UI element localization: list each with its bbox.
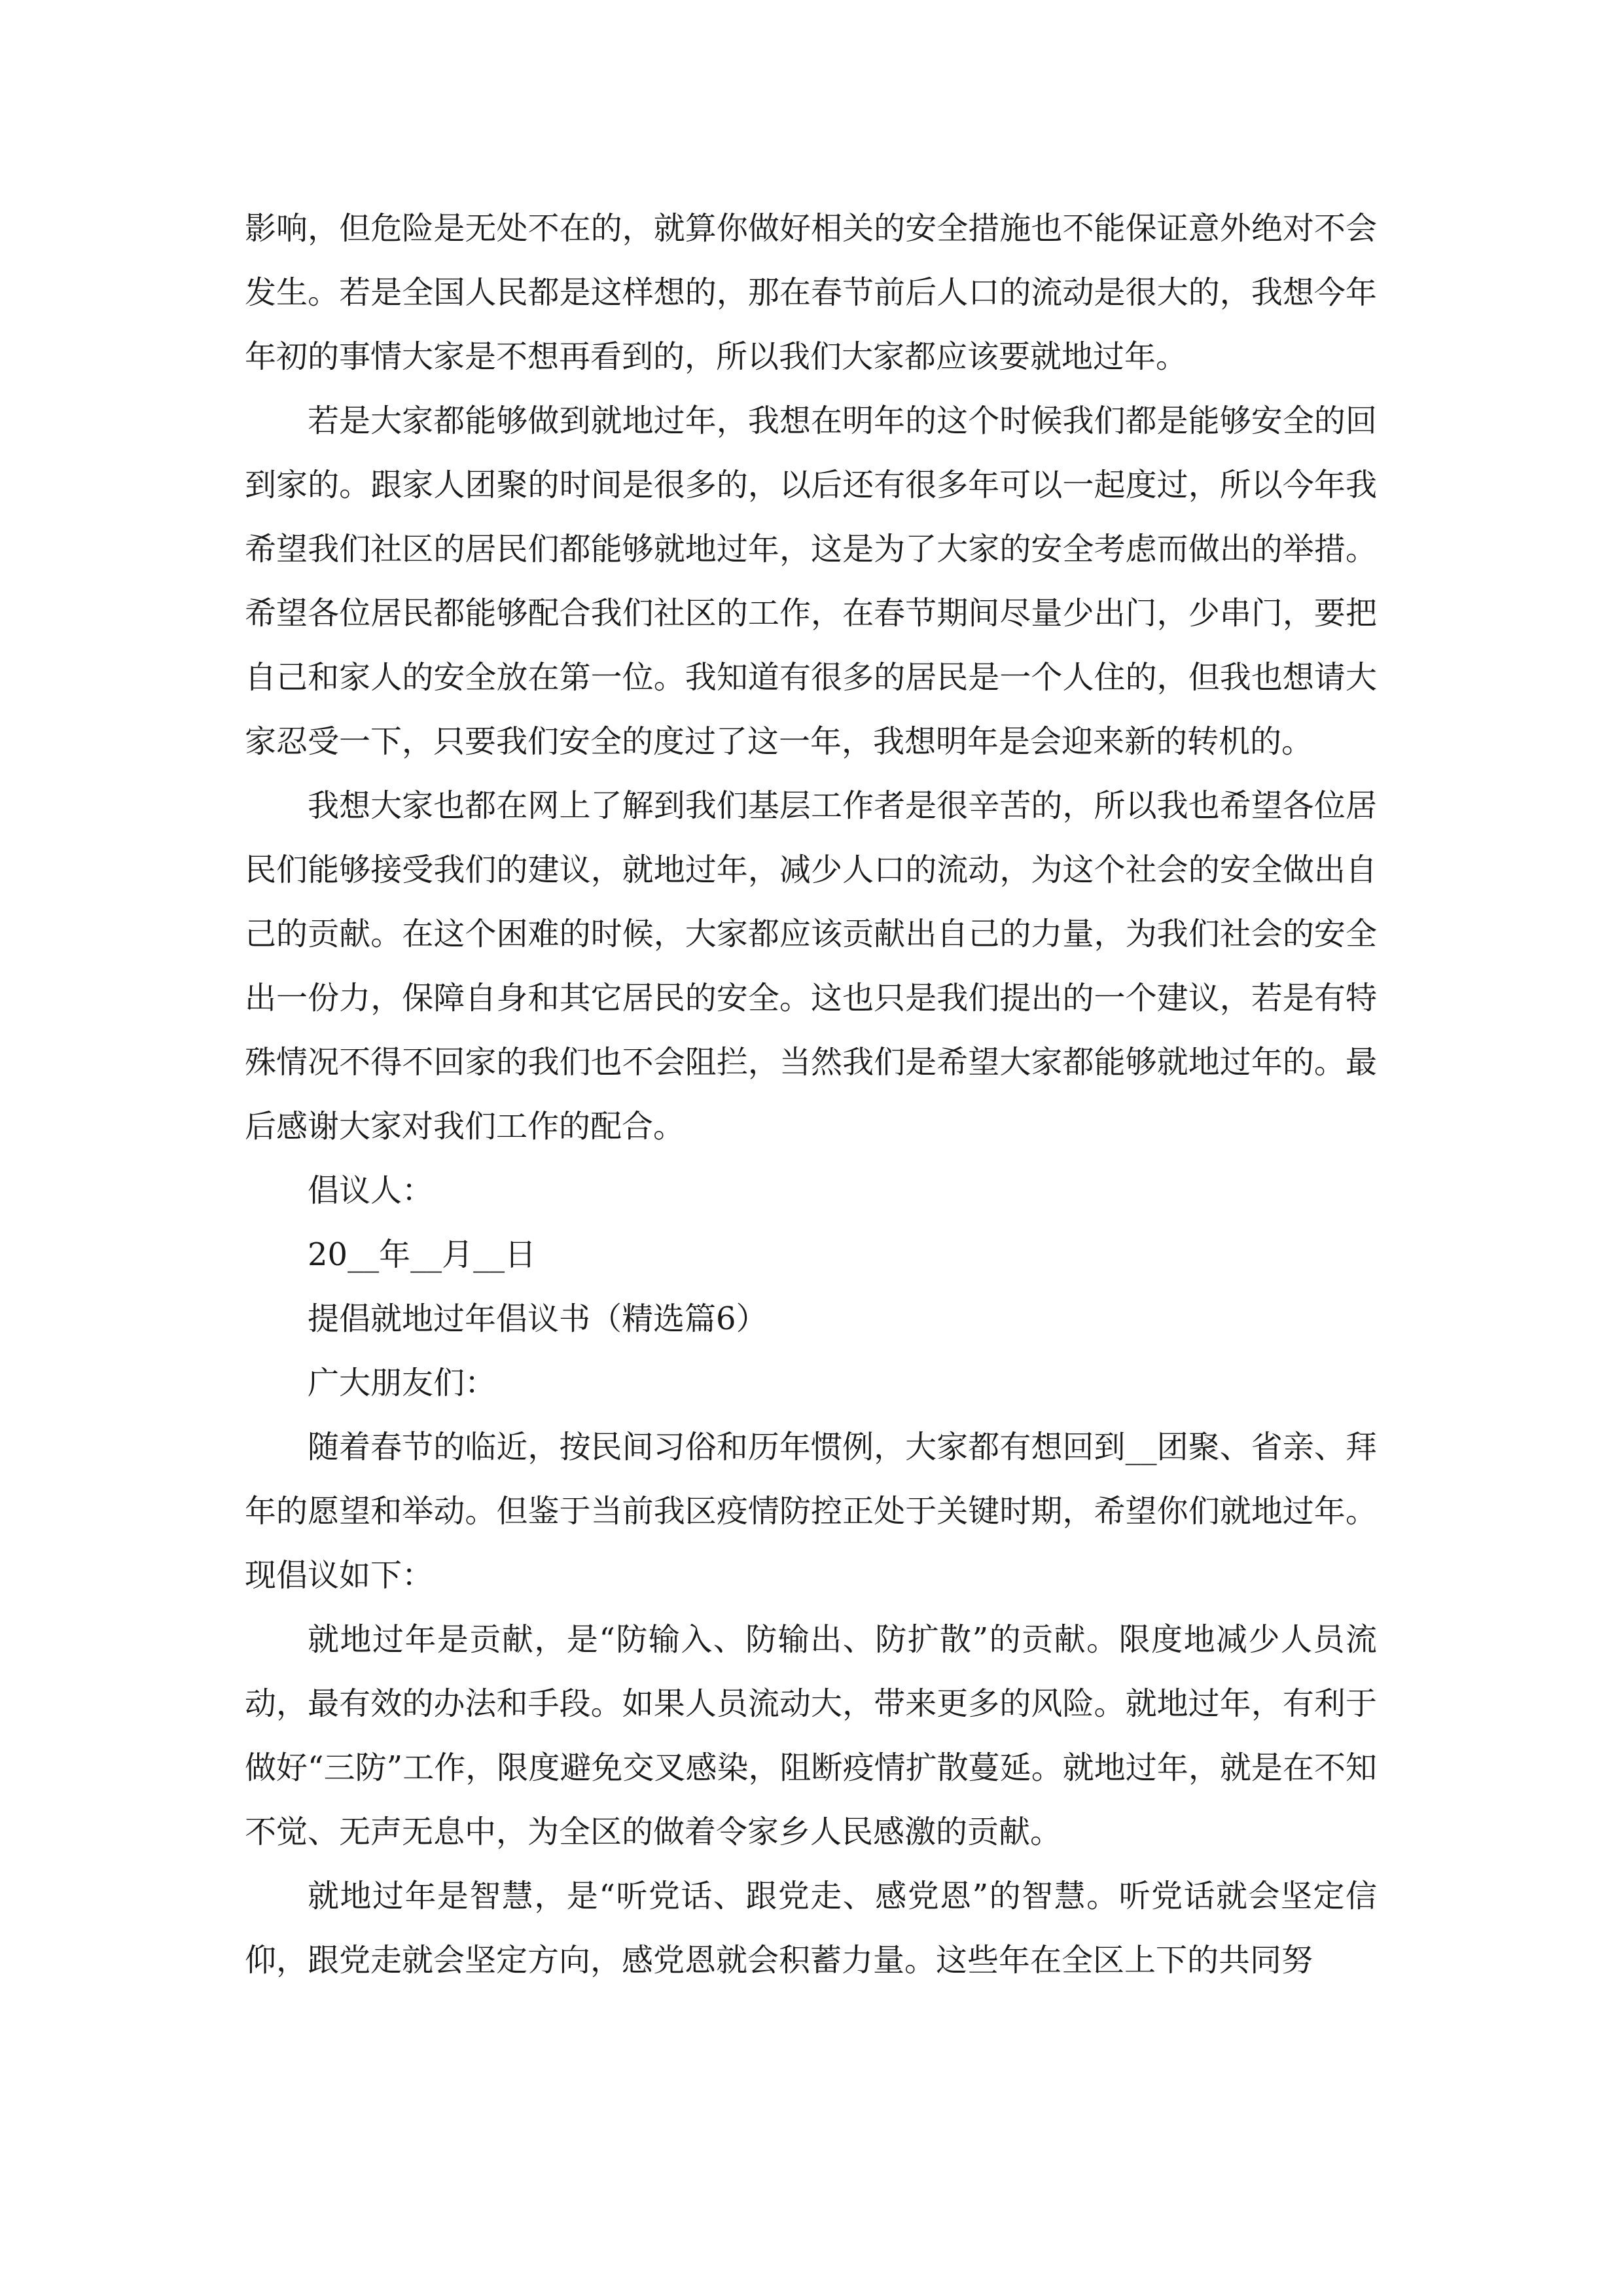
date-line: 20__年__月__日 <box>308 1236 537 1273</box>
proposer-line: 倡议人： <box>308 1172 434 1209</box>
salutation: 广大朋友们： <box>308 1365 497 1401</box>
paragraph-1: 影响，但危险是无处不在的，就算你做好相关的安全措施也不能保证意外绝对不会发生。若是全国人民都是这样想的，那在春节前后人口的流动是很大的，我想今年年初的事情大家是不想再看到的，所以我们大家都应该要就地过年。 <box>245 210 1377 375</box>
paragraph-wisdom: 就地过年是智慧，是“听党话、跟党走、感党恩”的智慧。听党话就会坚定信仰，跟党走就会坚定方向，感党恩就会积蓄力量。这些年在全区上下的共同努 <box>245 1878 1377 1979</box>
paragraph-2: 若是大家都能够做到就地过年，我想在明年的这个时候我们都是能够安全的回到家的。跟家人团聚的时间是很多的，以后还有很多年可以一起度过，所以今年我希望我们社区的居民们都能够就地过年，这是为了大家的安全考虑而做出的举措。希望各位居民都能够配合我们社区的工作，在春节期间尽量少出门，少串门，要把自己和家人的安全放在第一位。我知道有很多的居民是一个人住的，但我也想请大家忍受一下，只要我们安全的度过了这一年，我想明年是会迎来新的转机的。 <box>245 403 1377 760</box>
paragraph-contribution: 就地过年是贡献，是“防输入、防输出、防扩散”的贡献。限度地减少人员流动，最有效的办法和手段。如果人员流动大，带来更多的风险。就地过年，有利于做好“三防”工作，限度避免交叉感染，阻断疫情扩散蔓延。就地过年，就是在不知不觉、无声无息中，为全区的做着令家乡人民感激的贡献。 <box>245 1621 1377 1850</box>
section-title: 提倡就地过年倡议书（精选篇6） <box>308 1300 768 1337</box>
paragraph-intro: 随着春节的临近，按民间习俗和历年惯例，大家都有想回到__团聚、省亲、拜年的愿望和举动。但鉴于当前我区疫情防控正处于关键时期，希望你们就地过年。现倡议如下： <box>245 1429 1377 1594</box>
document-body <box>245 196 1377 1992</box>
paragraph-3: 我想大家也都在网上了解到我们基层工作者是很辛苦的，所以我也希望各位居民们能够接受我们的建议，就地过年，减少人口的流动，为这个社会的安全做出自己的贡献。在这个困难的时候，大家都应该贡献出自己的力量，为我们社会的安全出一份力，保障自身和其它居民的安全。这也只是我们提出的一个建议，若是有特殊情况不得不回家的我们也不会阻拦，当然我们是希望大家都能够就地过年的。最后感谢大家对我们工作的配合。 <box>245 787 1377 1145</box>
